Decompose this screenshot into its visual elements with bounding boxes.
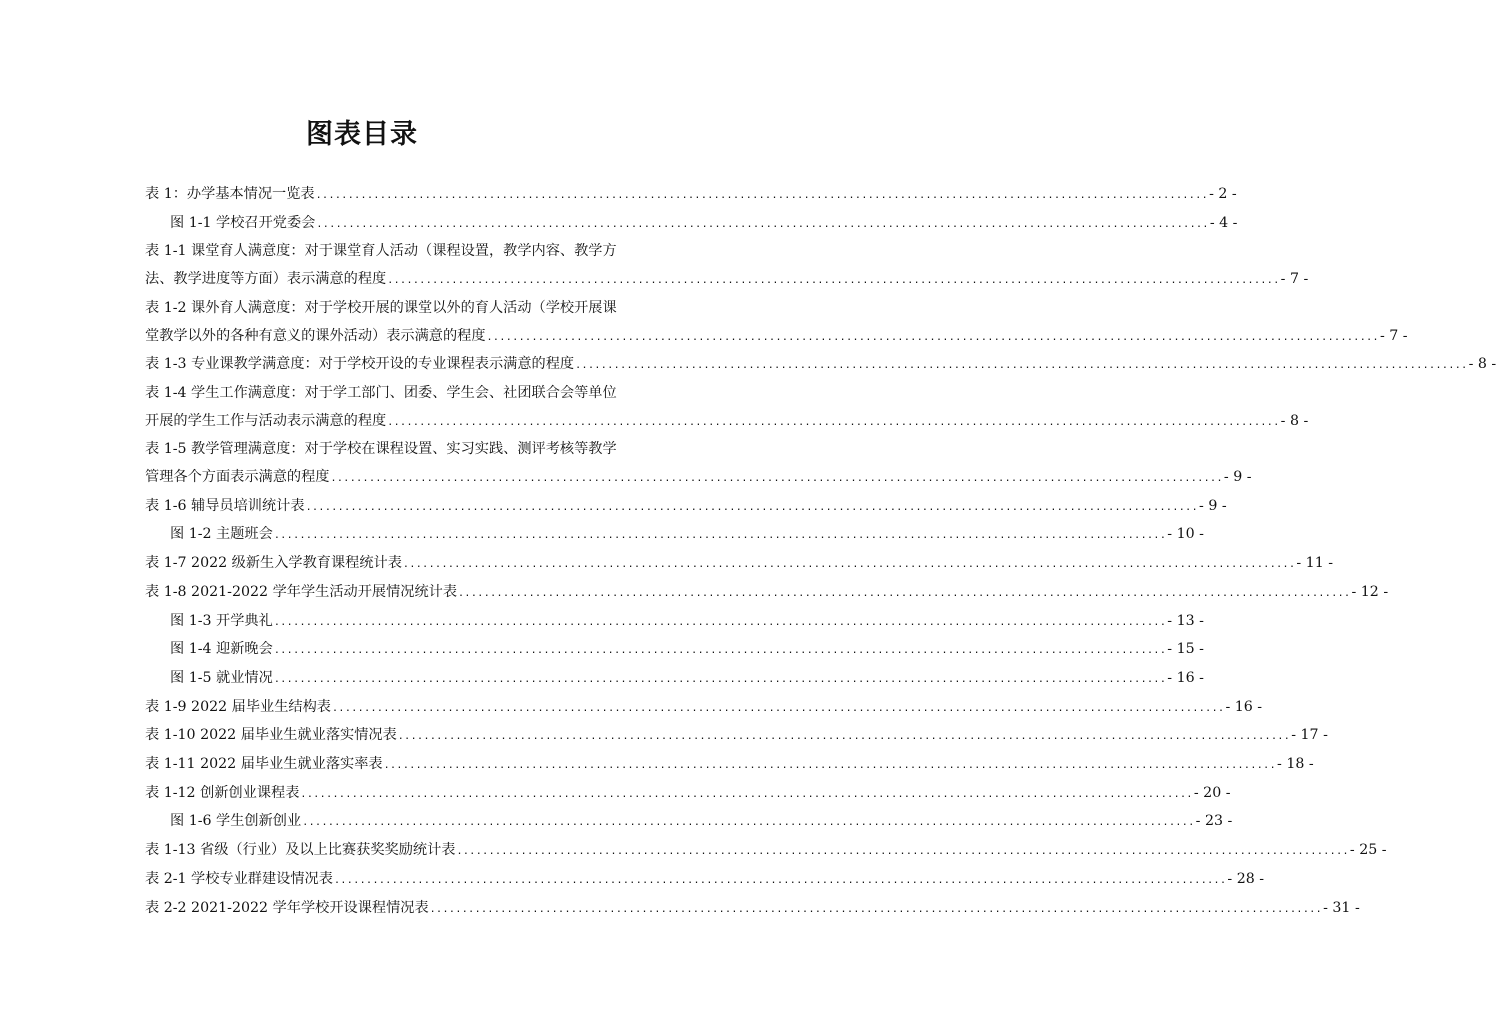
- toc-entry[interactable]: [145, 181, 1237, 210]
- entry-text: 表 1-13 省级（行业）及以上比赛获奖奖励统计表: [145, 842, 456, 859]
- entry-page: - 2 -: [1209, 186, 1237, 202]
- dot-leader: ...........................................................................................................................................: [458, 587, 1351, 599]
- entry-text: 表 1-10 2022 届毕业生就业落实情况表: [145, 727, 397, 744]
- entry-text: 图 1-4 迎新晚会: [170, 641, 273, 658]
- toc-entry[interactable]: [145, 608, 1204, 637]
- entry-text: 表 1-7 2022 级新生入学教育课程统计表: [145, 555, 402, 572]
- dot-leader: ...........................................................................................................................................: [273, 530, 1167, 542]
- entry-text: 表 2-1 学校专业群建设情况表: [145, 870, 333, 887]
- entry-text: 图 1-5 就业情况: [170, 669, 273, 686]
- entry-text-line1: 表 1-1 课堂育人满意度：对于课堂育人活动（课程设置，教学内容、教学方: [145, 243, 617, 260]
- dot-leader: ...........................................................................................................................................: [383, 760, 1277, 772]
- entry-page: - 17 -: [1291, 727, 1328, 744]
- dot-leader: ...........................................................................................................................................: [330, 473, 1223, 485]
- toc-entry[interactable]: [145, 380, 1309, 436]
- entry-text: 表 1-3 专业课教学满意度：对于学校开设的专业课程表示满意的程度: [145, 356, 575, 373]
- dot-leader: ...........................................................................................................................................: [456, 846, 1349, 858]
- entry-page: - 16 -: [1167, 669, 1204, 686]
- entry-page: - 28 -: [1227, 870, 1265, 887]
- dot-leader: ...........................................................................................................................................: [387, 275, 1280, 287]
- toc-entry[interactable]: [145, 722, 1328, 751]
- entry-page: - 11 -: [1296, 555, 1334, 572]
- entry-text-line2: 法、教学进度等方面）表示满意的程度: [145, 271, 387, 288]
- entry-page: - 10 -: [1167, 526, 1204, 543]
- dot-leader: ...........................................................................................................................................: [333, 874, 1227, 886]
- entry-text: 表 1-12 创新创业课程表: [145, 784, 300, 801]
- entry-page: - 31 -: [1323, 899, 1360, 916]
- dot-leader: ...........................................................................................................................................: [316, 218, 1209, 230]
- entry-text-line1: 表 1-2 课外育人满意度：对于学校开展的课堂以外的育人活动（学校开展课: [145, 299, 617, 316]
- toc-entry[interactable]: [145, 837, 1387, 866]
- entry-page: - 20 -: [1193, 784, 1231, 801]
- entry-page: - 9 -: [1199, 497, 1227, 514]
- dot-leader: ...........................................................................................................................................: [486, 331, 1379, 343]
- dot-leader: ...........................................................................................................................................: [315, 190, 1209, 201]
- entry-text: 表 1-9 2022 届毕业生结构表: [145, 698, 331, 715]
- entry-text: 表 1：办学基本情况一览表: [145, 186, 315, 202]
- dot-leader: ...........................................................................................................................................: [273, 645, 1167, 657]
- entry-text-line1: 表 1-4 学生工作满意度：对于学工部门、团委、学生会、社团联合会等单位: [145, 384, 617, 401]
- entry-page: - 12 -: [1351, 583, 1389, 600]
- entry-text-line2: 管理各个方面表示满意的程度: [145, 469, 330, 486]
- toc-entry[interactable]: [145, 694, 1263, 723]
- toc-entry[interactable]: [145, 665, 1204, 694]
- toc-entry[interactable]: [145, 550, 1334, 579]
- toc-list: [145, 181, 1496, 923]
- entry-text: 图 1-2 主题班会: [170, 526, 273, 543]
- dot-leader: ...........................................................................................................................................: [302, 817, 1195, 829]
- toc-entry[interactable]: [145, 780, 1231, 809]
- toc-entry[interactable]: [145, 751, 1314, 780]
- dot-leader: ...........................................................................................................................................: [402, 559, 1296, 571]
- entry-page: - 16 -: [1225, 698, 1263, 715]
- dot-leader: ...........................................................................................................................................: [300, 788, 1193, 800]
- entry-page: - 7 -: [1379, 327, 1408, 344]
- dot-leader: ...........................................................................................................................................: [331, 702, 1225, 714]
- toc-entry[interactable]: [145, 351, 1496, 380]
- toc-entry[interactable]: [145, 866, 1265, 895]
- entry-page: - 4 -: [1209, 214, 1238, 231]
- page-title: 图表目录: [306, 119, 418, 150]
- dot-leader: ...........................................................................................................................................: [305, 501, 1199, 513]
- entry-page: - 18 -: [1277, 756, 1314, 773]
- toc-entry[interactable]: [145, 579, 1389, 608]
- toc-entry[interactable]: [145, 636, 1204, 665]
- entry-page: - 23 -: [1195, 813, 1233, 830]
- toc-entry[interactable]: [145, 521, 1204, 550]
- entry-page: - 9 -: [1223, 469, 1252, 486]
- toc-entry[interactable]: [145, 436, 1252, 492]
- toc-entry[interactable]: [145, 238, 1309, 294]
- toc-entry[interactable]: [145, 295, 1408, 351]
- entry-text: 表 1-6 辅导员培训统计表: [145, 497, 305, 514]
- entry-text: 表 1-8 2021-2022 学年学生活动开展情况统计表: [145, 583, 458, 600]
- entry-text-line2: 开展的学生工作与活动表示满意的程度: [145, 412, 387, 429]
- entry-page: - 8 -: [1468, 356, 1496, 373]
- toc-entry[interactable]: [145, 210, 1238, 239]
- dot-leader: ...........................................................................................................................................: [387, 416, 1280, 428]
- dot-leader: ...........................................................................................................................................: [397, 731, 1291, 743]
- toc-entry[interactable]: [145, 808, 1233, 837]
- dot-leader: ...........................................................................................................................................: [273, 673, 1167, 685]
- entry-text: 图 1-3 开学典礼: [170, 612, 273, 629]
- entry-text-line1: 表 1-5 教学管理满意度：对于学校在课程设置、实习实践、测评考核等教学: [145, 441, 617, 458]
- entry-text: 表 2-2 2021-2022 学年学校开设课程情况表: [145, 899, 429, 916]
- entry-page: - 13 -: [1167, 612, 1204, 629]
- entry-text: 表 1-11 2022 届毕业生就业落实率表: [145, 756, 383, 773]
- dot-leader: ...........................................................................................................................................: [273, 616, 1167, 628]
- entry-page: - 7 -: [1280, 271, 1309, 288]
- entry-page: - 25 -: [1349, 842, 1387, 859]
- entry-text-line2: 堂教学以外的各种有意义的课外活动）表示满意的程度: [145, 327, 486, 344]
- dot-leader: ...........................................................................................................................................: [429, 903, 1323, 915]
- entry-text: 图 1-1 学校召开党委会: [170, 214, 316, 231]
- toc-entry[interactable]: [145, 895, 1360, 924]
- entry-text: 图 1-6 学生创新创业: [170, 813, 302, 830]
- dot-leader: ...........................................................................................................................................: [575, 360, 1468, 372]
- entry-page: - 15 -: [1167, 641, 1204, 658]
- toc-entry[interactable]: [145, 493, 1227, 522]
- entry-page: - 8 -: [1280, 412, 1309, 429]
